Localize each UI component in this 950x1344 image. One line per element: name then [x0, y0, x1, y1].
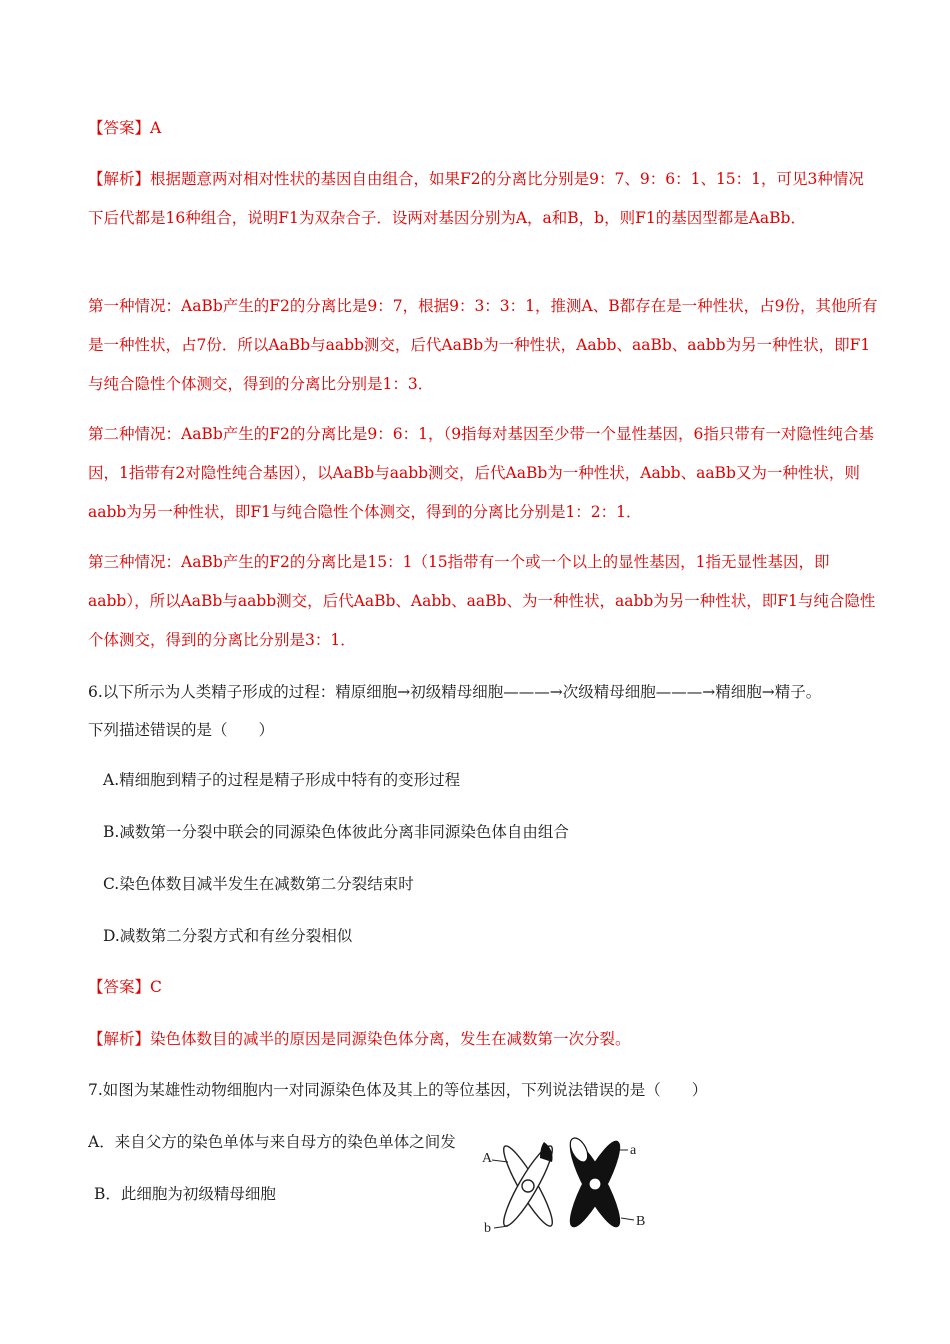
q6-option-a: A.精细胞到精子的过程是精子形成中特有的变形过程 — [103, 771, 461, 789]
q6-option-b: B.减数第一分裂中联会的同源染色体彼此分离非同源染色体自由组合 — [103, 823, 569, 841]
gene-label-A: A — [482, 1151, 493, 1166]
chromosome-figure — [478, 1128, 653, 1248]
q6-option-c: C.染色体数目减半发生在减数第二分裂结束时 — [103, 875, 414, 893]
q6-stem-line1: 6.以下所示为人类精子形成的过程：精原细胞→初级精母细胞———→次级精母细胞———→精细胞→精子。 — [88, 683, 822, 701]
homologous-chromosomes-diagram — [478, 1128, 653, 1248]
analysis-text: 染色体数目的减半的原因是同源染色体分离，发生在减数第一次分裂。 — [150, 1030, 631, 1048]
analysis-text: 根据题意两对相对性状的基因自由组合，如果F2的分离比分别是9：7、9：6：1、15：1，可见3种情况下后代都是16种组合，说明F1为双杂合子．设两对基因分别为A，a和B，b，则F1的基因型都是AaBb． — [88, 170, 864, 227]
label-line-b — [494, 1226, 508, 1228]
gene-label-a: a — [630, 1143, 637, 1158]
analysis-q5 — [88, 160, 878, 238]
analysis-label: 【解析】 — [88, 170, 151, 188]
gene-label-B: B — [636, 1214, 646, 1229]
case-1: 第一种情况：AaBb产生的F2的分离比是9：7，根据9：3：3：1，推测A、B都存在是一种性状，占9份，其他所有是一种性状，占7份．所以AaBb与aabb测交，后代AaBb为一种性状，Aabb、aaBb、aabb为另一种性状，即F1与纯合隐性个体测交，得到的分离比分别是1：3． — [88, 297, 878, 393]
q7-option-b: B．此细胞为初级精母细胞 — [94, 1185, 276, 1203]
analysis-q6 — [88, 1027, 631, 1049]
q7-option-a: A．来自父方的染色单体与来自母方的染色单体之间发 — [88, 1133, 456, 1151]
q6-stem-line2: 下列描述错误的是（ ） — [88, 721, 275, 739]
right-centromere — [589, 1178, 601, 1190]
label-line-B — [621, 1218, 634, 1220]
answer-q6: 【答案】C — [88, 978, 162, 996]
q7-stem: 7.如图为某雄性动物细胞内一对同源染色体及其上的等位基因，下列说法错误的是（ ） — [88, 1081, 708, 1099]
analysis-label: 【解析】 — [88, 1030, 151, 1048]
case-3: 第三种情况：AaBb产生的F2的分离比是15：1（15指带有一个或一个以上的显性基因，1指无显性基因，即aabb），所以AaBb与aabb测交，后代AaBb、Aabb、aaBb、为一种性状，aabb为另一种性状，即F1与纯合隐性个体测交，得到的分离比分别是3：1． — [88, 553, 876, 649]
q6-option-d: D.减数第二分裂方式和有丝分裂相似 — [103, 927, 353, 945]
answer-q5: 【答案】A — [88, 119, 162, 137]
gene-label-b: b — [484, 1221, 491, 1236]
case-2: 第二种情况：AaBb产生的F2的分离比是9：6：1，（9指每对基因至少带一个显性基因，6指只带有一对隐性纯合基因，1指带有2对隐性纯合基因），以AaBb与aabb测交，后代AaBb为一种性状，Aabb、aaBb又为一种性状，则aabb为另一种性状，即F1与纯合隐性个体测交，得到的分离比分别是1：2：1． — [88, 425, 874, 521]
